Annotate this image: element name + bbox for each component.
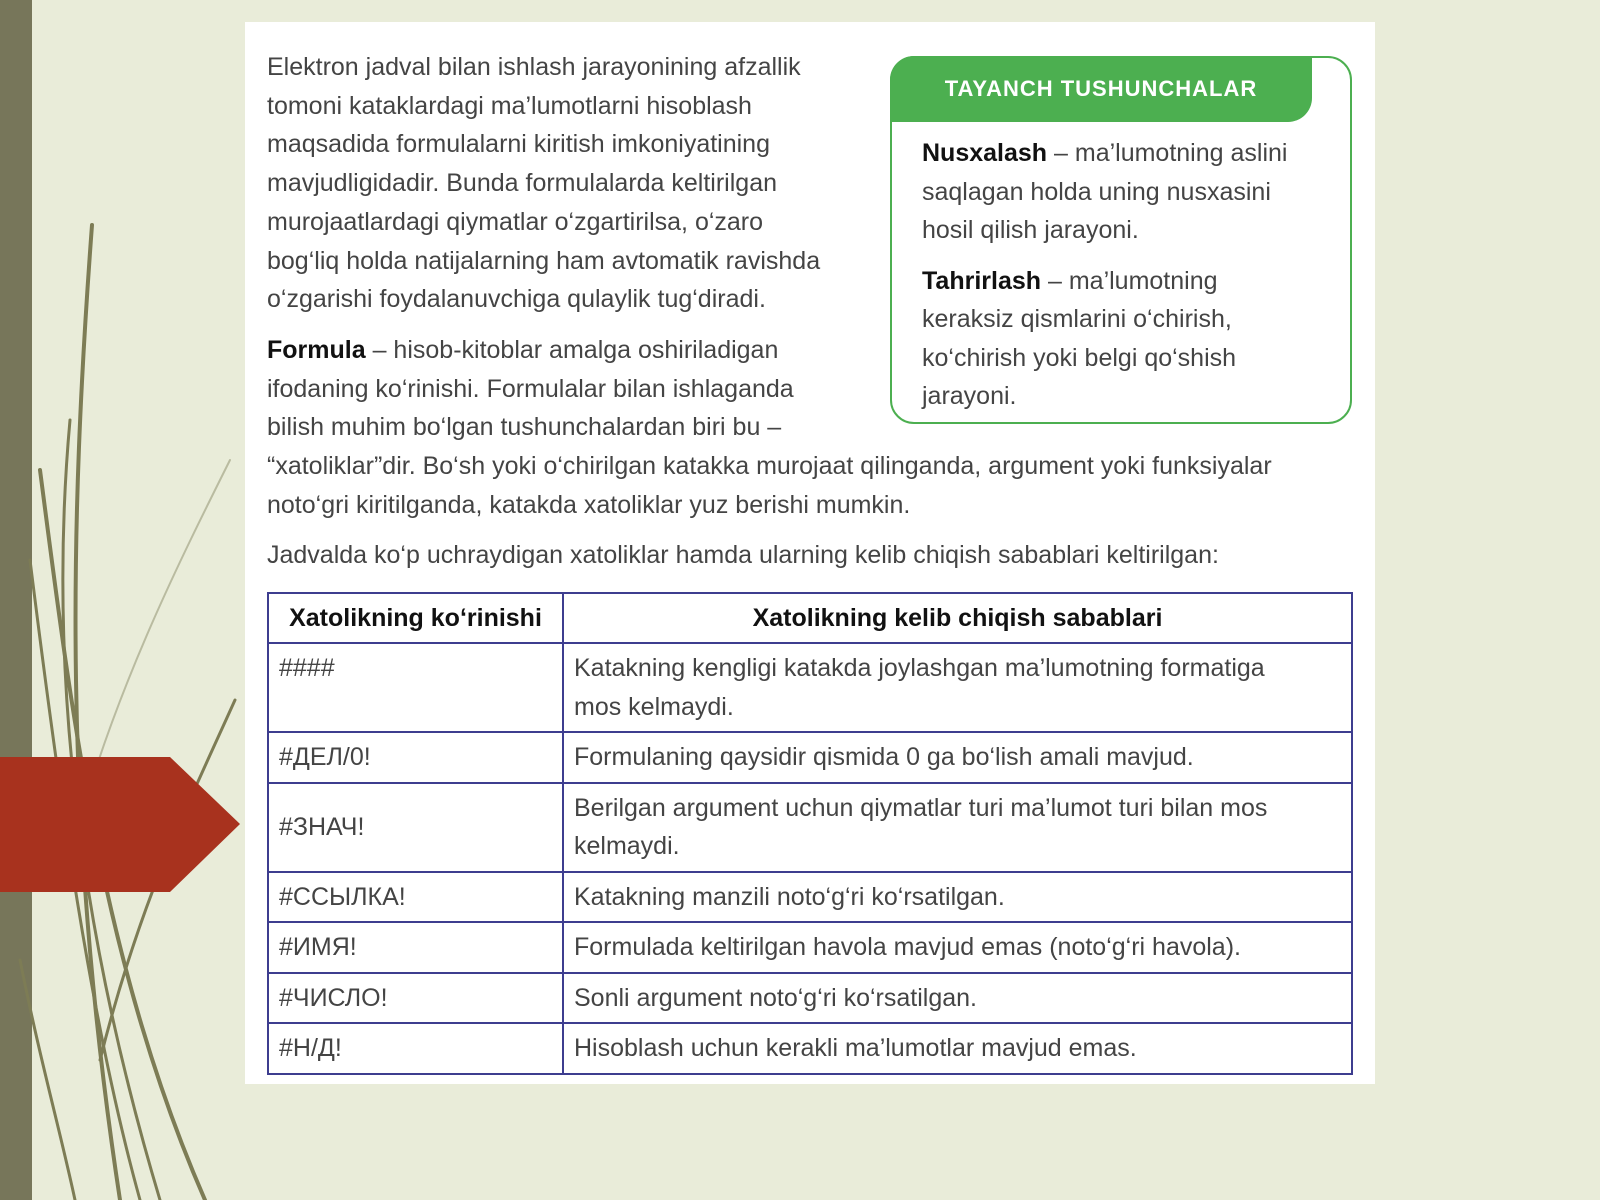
reason-line: Katakning kengligi katakda joylashgan ma’lumotning formatiga — [574, 654, 1265, 682]
reason-line: Sonli argument noto‘g‘ri ko‘rsatilgan. — [574, 983, 977, 1012]
reason-line: Formulada keltirilgan havola mavjud emas (noto‘g‘ri havola). — [574, 933, 1241, 961]
intro-line: maqsadida formulalarni kiritish imkoniyatining — [267, 130, 770, 159]
concept-line: saqlagan holda uning nusxasini — [922, 177, 1271, 206]
concept-line: jarayoni. — [922, 382, 1017, 410]
intro-line: Elektron jadval bilan ishlash jarayonining afzallik — [267, 53, 801, 81]
text-column — [267, 48, 1352, 587]
intro-line: mavjudligidadir. Bunda formulalarda keltirilgan — [267, 169, 777, 198]
concept-line: keraksiz qismlarini o‘chirish, — [922, 305, 1232, 333]
reason-line: mos kelmaydi. — [574, 692, 734, 721]
formula-line: noto‘gri kiritilganda, katakda xatoliklar yuz berishi mumkin. — [267, 490, 911, 519]
key-concepts-body — [922, 134, 1332, 428]
table-row — [268, 973, 1352, 1024]
concept-copying — [922, 134, 1332, 250]
table-row — [268, 922, 1352, 973]
intro-line: tomoni kataklardagi ma’lumotlarni hisoblash — [267, 91, 752, 120]
intro-line: murojaatlardagi qiymatlar o‘zgartirilsa, o‘zaro — [267, 207, 764, 236]
table-header-row — [268, 593, 1352, 643]
errors-table — [267, 592, 1353, 1075]
intro-line: bog‘liq holda natijalarning ham avtomatik ravishda — [267, 246, 821, 275]
error-reason — [563, 973, 1352, 1024]
formula-line: “xatoliklar”dir. Bo‘sh yoki o‘chirilgan katakka murojaat qilinganda, argument yoki funksiyalar — [267, 452, 1272, 481]
reason-line: Berilgan argument uchun qiymatlar turi ma’lumot turi bilan mos — [574, 793, 1268, 822]
concept-line: – ma’lumotning — [1047, 266, 1218, 295]
error-code: #Н/Д! — [268, 1023, 563, 1074]
reason-line: Katakning manzili noto‘g‘ri ko‘rsatilgan. — [574, 882, 1005, 911]
table-row — [268, 1023, 1352, 1074]
error-code: #ЗНАЧ! — [268, 783, 563, 872]
reason-line: kelmaydi. — [574, 832, 680, 860]
error-reason — [563, 643, 1352, 732]
error-reason — [563, 872, 1352, 923]
error-code: #ИМЯ! — [268, 922, 563, 973]
table-row — [268, 732, 1352, 783]
reason-line: Formulaning qaysidir qismida 0 ga bo‘lish amali mavjud. — [574, 743, 1194, 771]
grass-decoration — [0, 0, 260, 1200]
error-reason — [563, 732, 1352, 783]
concept-line: – ma’lumotning aslini — [1054, 139, 1288, 167]
concept-term: Tahrirlash — [922, 266, 1042, 295]
formula-line: – hisob-kitoblar amalga oshiriladigan — [372, 335, 779, 364]
error-reason — [563, 783, 1352, 872]
error-code: #### — [268, 643, 563, 732]
concept-line: hosil qilish jarayoni. — [922, 216, 1139, 244]
document-page — [245, 22, 1375, 1084]
red-pointer-arrow — [0, 757, 240, 892]
concept-line: ko‘chirish yoki belgi qo‘shish — [922, 343, 1237, 372]
error-code: #ССЫЛКА! — [268, 872, 563, 923]
reason-line: Hisoblash uchun kerakli ma’lumotlar mavjud emas. — [574, 1034, 1137, 1062]
key-concepts-box — [890, 56, 1352, 424]
table-row — [268, 643, 1352, 732]
concept-term: Nusxalash — [922, 139, 1048, 167]
key-concepts-title: TAYANCH TUSHUNCHALAR — [890, 56, 1312, 122]
formula-line: ifodaning ko‘rinishi. Formulalar bilan ishlaganda — [267, 374, 794, 403]
table-row — [268, 783, 1352, 872]
concept-editing — [922, 262, 1332, 416]
error-reason — [563, 922, 1352, 973]
formula-line: bilish muhim bo‘lgan tushunchalardan biri bu – — [267, 413, 782, 442]
header-error-view: Xatolikning ko‘rinishi — [268, 593, 563, 643]
table-intro: Jadvalda ko‘p uchraydigan xatoliklar hamda ularning kelib chiqish sabablari keltirilgan: — [267, 541, 1219, 570]
header-error-cause: Xatolikning kelib chiqish sabablari — [563, 593, 1352, 643]
error-code: #ЧИСЛО! — [268, 973, 563, 1024]
error-reason — [563, 1023, 1352, 1074]
table-row — [268, 872, 1352, 923]
error-code: #ДЕЛ/0! — [268, 732, 563, 783]
formula-term: Formula — [267, 335, 366, 364]
intro-line: o‘zgarishi foydalanuvchiga qulaylik tug‘diradi. — [267, 285, 766, 314]
